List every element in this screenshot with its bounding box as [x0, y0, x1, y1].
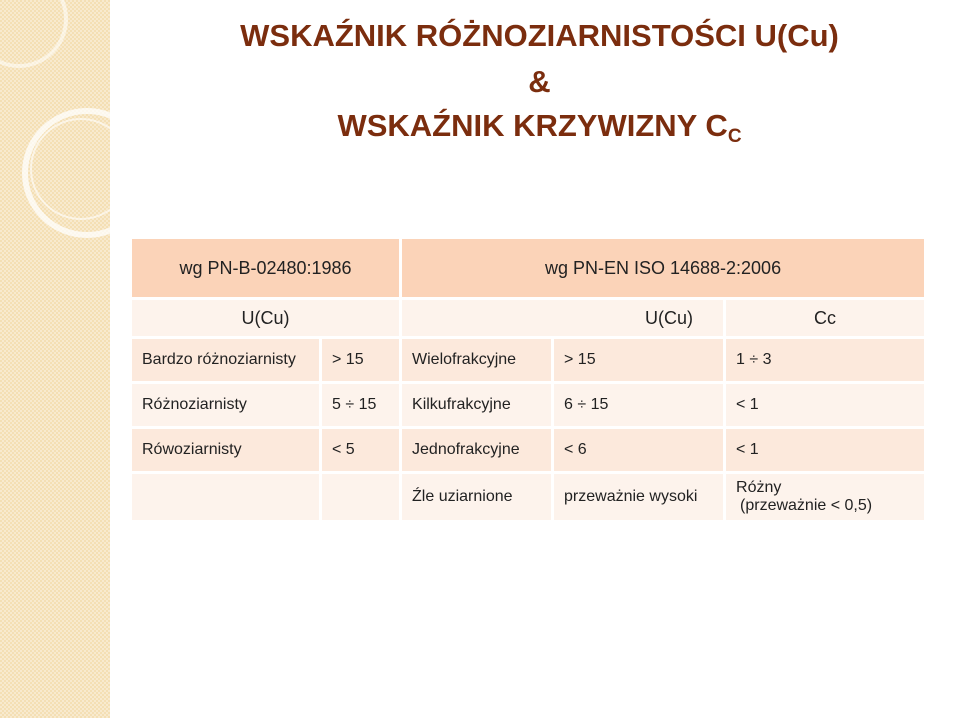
table-cell: Rówoziarnisty — [131, 428, 321, 473]
table-cell: Kilkufrakcyjne — [401, 383, 553, 428]
table-cell: 1 ÷ 3 — [725, 338, 926, 383]
header-standard-old: wg PN-B-02480:1986 — [131, 238, 401, 299]
table-cell: < 1 — [725, 383, 926, 428]
table-header-row — [131, 238, 926, 299]
classification-table — [129, 236, 927, 523]
title-line-3-text: WSKAŹNIK KRZYWIZNY C — [337, 108, 728, 143]
header-standard-new: wg PN-EN ISO 14688-2:2006 — [401, 238, 926, 299]
subheader-ucu-new: U(Cu) — [401, 299, 725, 338]
title-line-3-subscript: C — [727, 126, 742, 147]
table-row — [131, 338, 926, 383]
table-cell: Bardzo różnoziarnisty — [131, 338, 321, 383]
table-cell: > 15 — [553, 338, 725, 383]
table-cell: Jednofrakcyjne — [401, 428, 553, 473]
table-row — [131, 473, 926, 522]
table-cell: < 5 — [321, 428, 401, 473]
table-cell: Źle uziarnione — [401, 473, 553, 522]
subheader-ucu-old: U(Cu) — [131, 299, 401, 338]
table-cell-line: (przeważnie < 0,5) — [740, 497, 873, 514]
table-cell: Wielofrakcyjne — [401, 338, 553, 383]
table-cell: > 15 — [321, 338, 401, 383]
table-cell — [725, 473, 926, 522]
table-row — [131, 428, 926, 473]
decorative-circle — [30, 118, 132, 220]
table-subheader-row — [131, 299, 926, 338]
table-cell: 6 ÷ 15 — [553, 383, 725, 428]
table-cell: < 1 — [725, 428, 926, 473]
table-cell: Różnoziarnisty — [131, 383, 321, 428]
title-line-1: WSKAŹNIK RÓŻNOZIARNISTOŚCI U(Cu) — [240, 18, 839, 53]
table-cell — [321, 473, 401, 522]
table-cell: 5 ÷ 15 — [321, 383, 401, 428]
table-row — [131, 383, 926, 428]
table-cell-line: Różny — [736, 479, 782, 496]
table-cell: < 6 — [553, 428, 725, 473]
subheader-cc: Cc — [725, 299, 926, 338]
title-line-2: & — [528, 64, 551, 99]
title-line-3 — [120, 108, 959, 148]
table-cell: przeważnie wysoki — [553, 473, 725, 522]
table-cell — [131, 473, 321, 522]
